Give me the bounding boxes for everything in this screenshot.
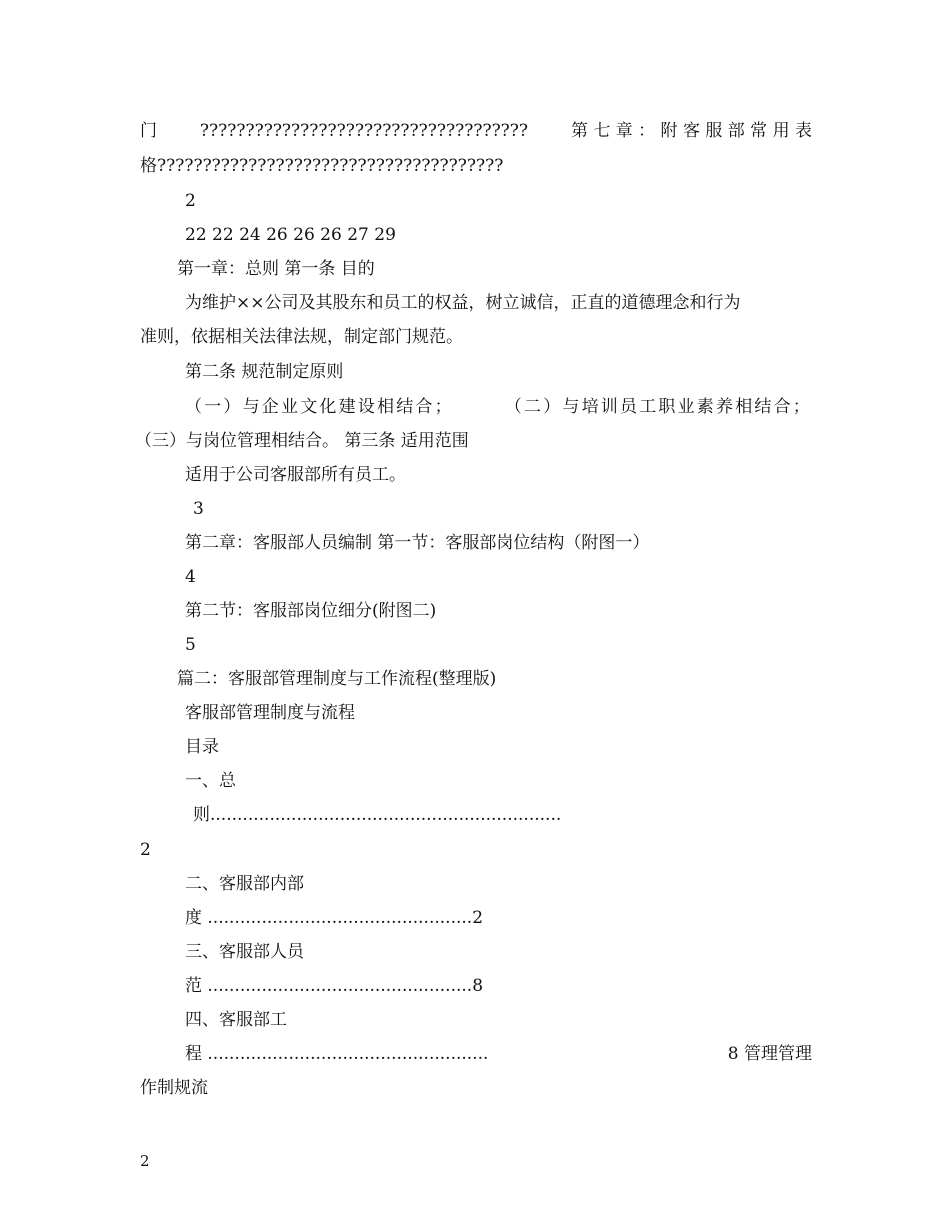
text-fragment: ???????????????????????????????????? [199, 121, 529, 141]
toc-entry: 二、客服部内部 [185, 874, 304, 894]
toc-entry-leader: 则................................................................. [193, 805, 562, 825]
page-number-line: 2 [185, 191, 196, 211]
toc-entry-leader [185, 1043, 812, 1065]
toc-line-chapter-seven [140, 120, 812, 142]
paragraph-line: （三）与岗位管理相结合。 第三条 适用范围 [135, 431, 469, 451]
page-numbers-row: 22 22 24 26 26 26 27 29 [185, 225, 396, 245]
text-line: 作制规流 [140, 1078, 208, 1098]
text-fragment: 门 [140, 121, 157, 141]
paragraph-line: 适用于公司客服部所有员工。 [185, 465, 406, 485]
toc-entry-leader: 范 .................................................8 [185, 976, 484, 996]
text-fragment: （一）与企业文化建设相结合； [185, 397, 454, 417]
section-heading: 第二节：客服部岗位细分(附图二) [185, 601, 437, 621]
text-fragment: （二）与培训员工职业素养相结合； [504, 397, 812, 417]
page-number-line: 3 [193, 499, 204, 519]
paragraph-line: 为维护××公司及其股东和员工的权益，树立诚信，正直的道德理念和行为 [185, 293, 741, 313]
toc-entry-leader: 度 .................................................2 [185, 908, 484, 928]
section-heading: 第二条 规范制定原则 [185, 362, 344, 382]
document-title: 客服部管理制度与流程 [185, 703, 355, 723]
chapter-one-heading: 第一章：总则 第一条 目的 [177, 259, 375, 279]
page-number-line: 5 [185, 635, 196, 655]
page-number-line: 4 [185, 567, 196, 587]
paragraph-line: 准则，依据相关法律法规，制定部门规范。 [140, 327, 463, 347]
footer-page-number: 2 [140, 1152, 150, 1170]
toc-page-number: 2 [140, 840, 151, 860]
text-fragment: 程 .................................................... [185, 1044, 489, 1064]
text-fragment: 第 七 章 ： 附 客 服 部 常 用 表 [570, 121, 812, 141]
toc-entry: 一、总 [185, 771, 236, 791]
text-fragment: 8 管理管理 [727, 1044, 812, 1064]
chapter-two-heading: 第二章：客服部人员编制 第一节：客服部岗位结构（附图一） [185, 533, 650, 553]
toc-entry: 四、客服部工 [185, 1010, 287, 1030]
toc-entry: 三、客服部人员 [185, 942, 304, 962]
part-two-heading: 篇二：客服部管理制度与工作流程(整理版) [177, 669, 497, 689]
principles-line [185, 396, 812, 418]
text-line: 格?????????????????????????????????????? [140, 156, 504, 176]
toc-heading: 目录 [185, 737, 219, 757]
